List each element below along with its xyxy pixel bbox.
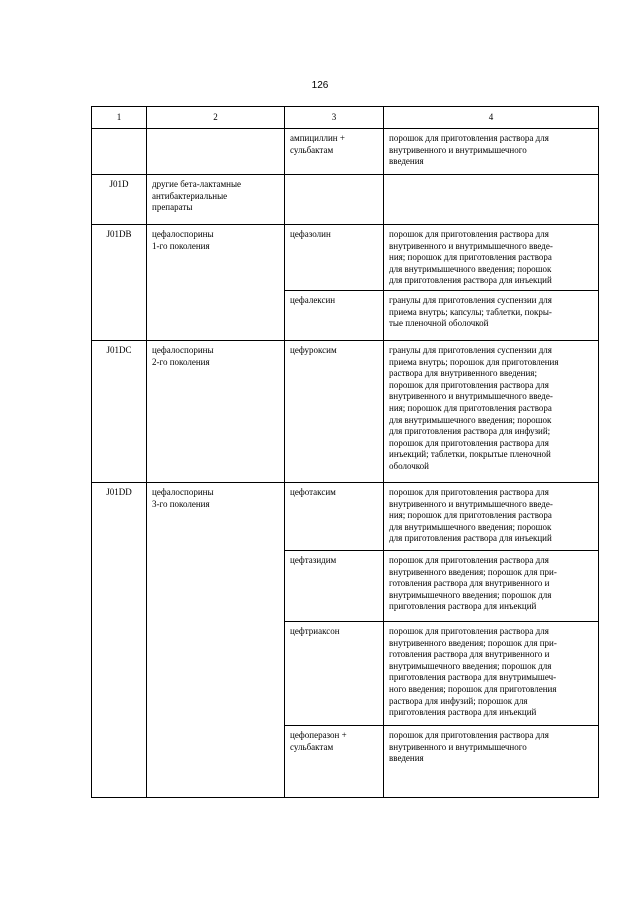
drug-cell: цефотаксим <box>285 482 384 550</box>
column-header-1: 1 <box>92 107 147 129</box>
code-cell: J01DD <box>92 482 147 797</box>
code-cell: J01DB <box>92 225 147 341</box>
dosage-form-cell: порошок для приготовления раствора для внутривенного введения; порошок для при- готовления раствора для внутривенного и внутримышечного введения; порошок для приготовления раствора для инъекций <box>384 550 599 621</box>
dosage-form-cell: гранулы для приготовления суспензии для приема внутрь; капсулы; таблетки, покры- тые пленочной оболочкой <box>384 290 599 340</box>
column-header-2: 2 <box>147 107 285 129</box>
page-number: 126 <box>311 80 329 91</box>
table-row <box>92 129 599 175</box>
drug-cell: цефуроксим <box>285 340 384 482</box>
dosage-form-cell <box>384 175 599 225</box>
group-cell: цефалоспорины 3-го поколения <box>147 482 285 797</box>
drug-cell: цефтриаксон <box>285 621 384 725</box>
table-row <box>92 175 599 225</box>
drug-cell: цефалексин <box>285 290 384 340</box>
dosage-form-cell: порошок для приготовления раствора для внутривенного и внутримышечного введе- ния; порошок для приготовления раствора для внутримышечного введения; порошок для приготовления раствора для инъекций <box>384 225 599 291</box>
column-header-4: 4 <box>384 107 599 129</box>
group-cell: другие бета-лактамные антибактериальные препараты <box>147 175 285 225</box>
code-cell: J01DC <box>92 340 147 482</box>
dosage-form-cell: гранулы для приготовления суспензии для приема внутрь; порошок для приготовления раствора для внутривенного введения; порошок для приготовления раствора для внутривенного и внутримышечного введе- ния; порошок для приготовления раствора для внутримышечного введения; порошок для приготовления раствора для инфузий; порошок для приготовления раствора для инъекций; таблетки, покрытые пленочной оболочкой <box>384 340 599 482</box>
group-cell <box>147 129 285 175</box>
dosage-form-cell: порошок для приготовления раствора для внутривенного введения; порошок для при- готовления раствора для внутривенного и внутримышечного введения; порошок для приготовления раствора для внутримышеч- ного введения; порошок для приготовления раствора для инфузий; порошок для приготовления раствора для инъекций <box>384 621 599 725</box>
group-cell: цефалоспорины 2-го поколения <box>147 340 285 482</box>
drug-classification-table <box>91 106 599 798</box>
drug-cell: ампициллин + сульбактам <box>285 129 384 175</box>
drug-cell: цефтазидим <box>285 550 384 621</box>
table-row <box>92 482 599 550</box>
dosage-form-cell: порошок для приготовления раствора для внутривенного и внутримышечного введе- ния; порошок для приготовления раствора для внутримышечного введения; порошок для приготовления раствора для инъекций <box>384 482 599 550</box>
drug-cell: цефазолин <box>285 225 384 291</box>
code-cell <box>92 129 147 175</box>
group-cell: цефалоспорины 1-го поколения <box>147 225 285 341</box>
table-row <box>92 225 599 291</box>
column-header-3: 3 <box>285 107 384 129</box>
code-cell: J01D <box>92 175 147 225</box>
dosage-form-cell: порошок для приготовления раствора для внутривенного и внутримышечного введения <box>384 725 599 797</box>
drug-cell: цефоперазон + сульбактам <box>285 725 384 797</box>
dosage-form-cell: порошок для приготовления раствора для внутривенного и внутримышечного введения <box>384 129 599 175</box>
table-header-row <box>92 107 599 129</box>
table-row <box>92 340 599 482</box>
drug-cell <box>285 175 384 225</box>
